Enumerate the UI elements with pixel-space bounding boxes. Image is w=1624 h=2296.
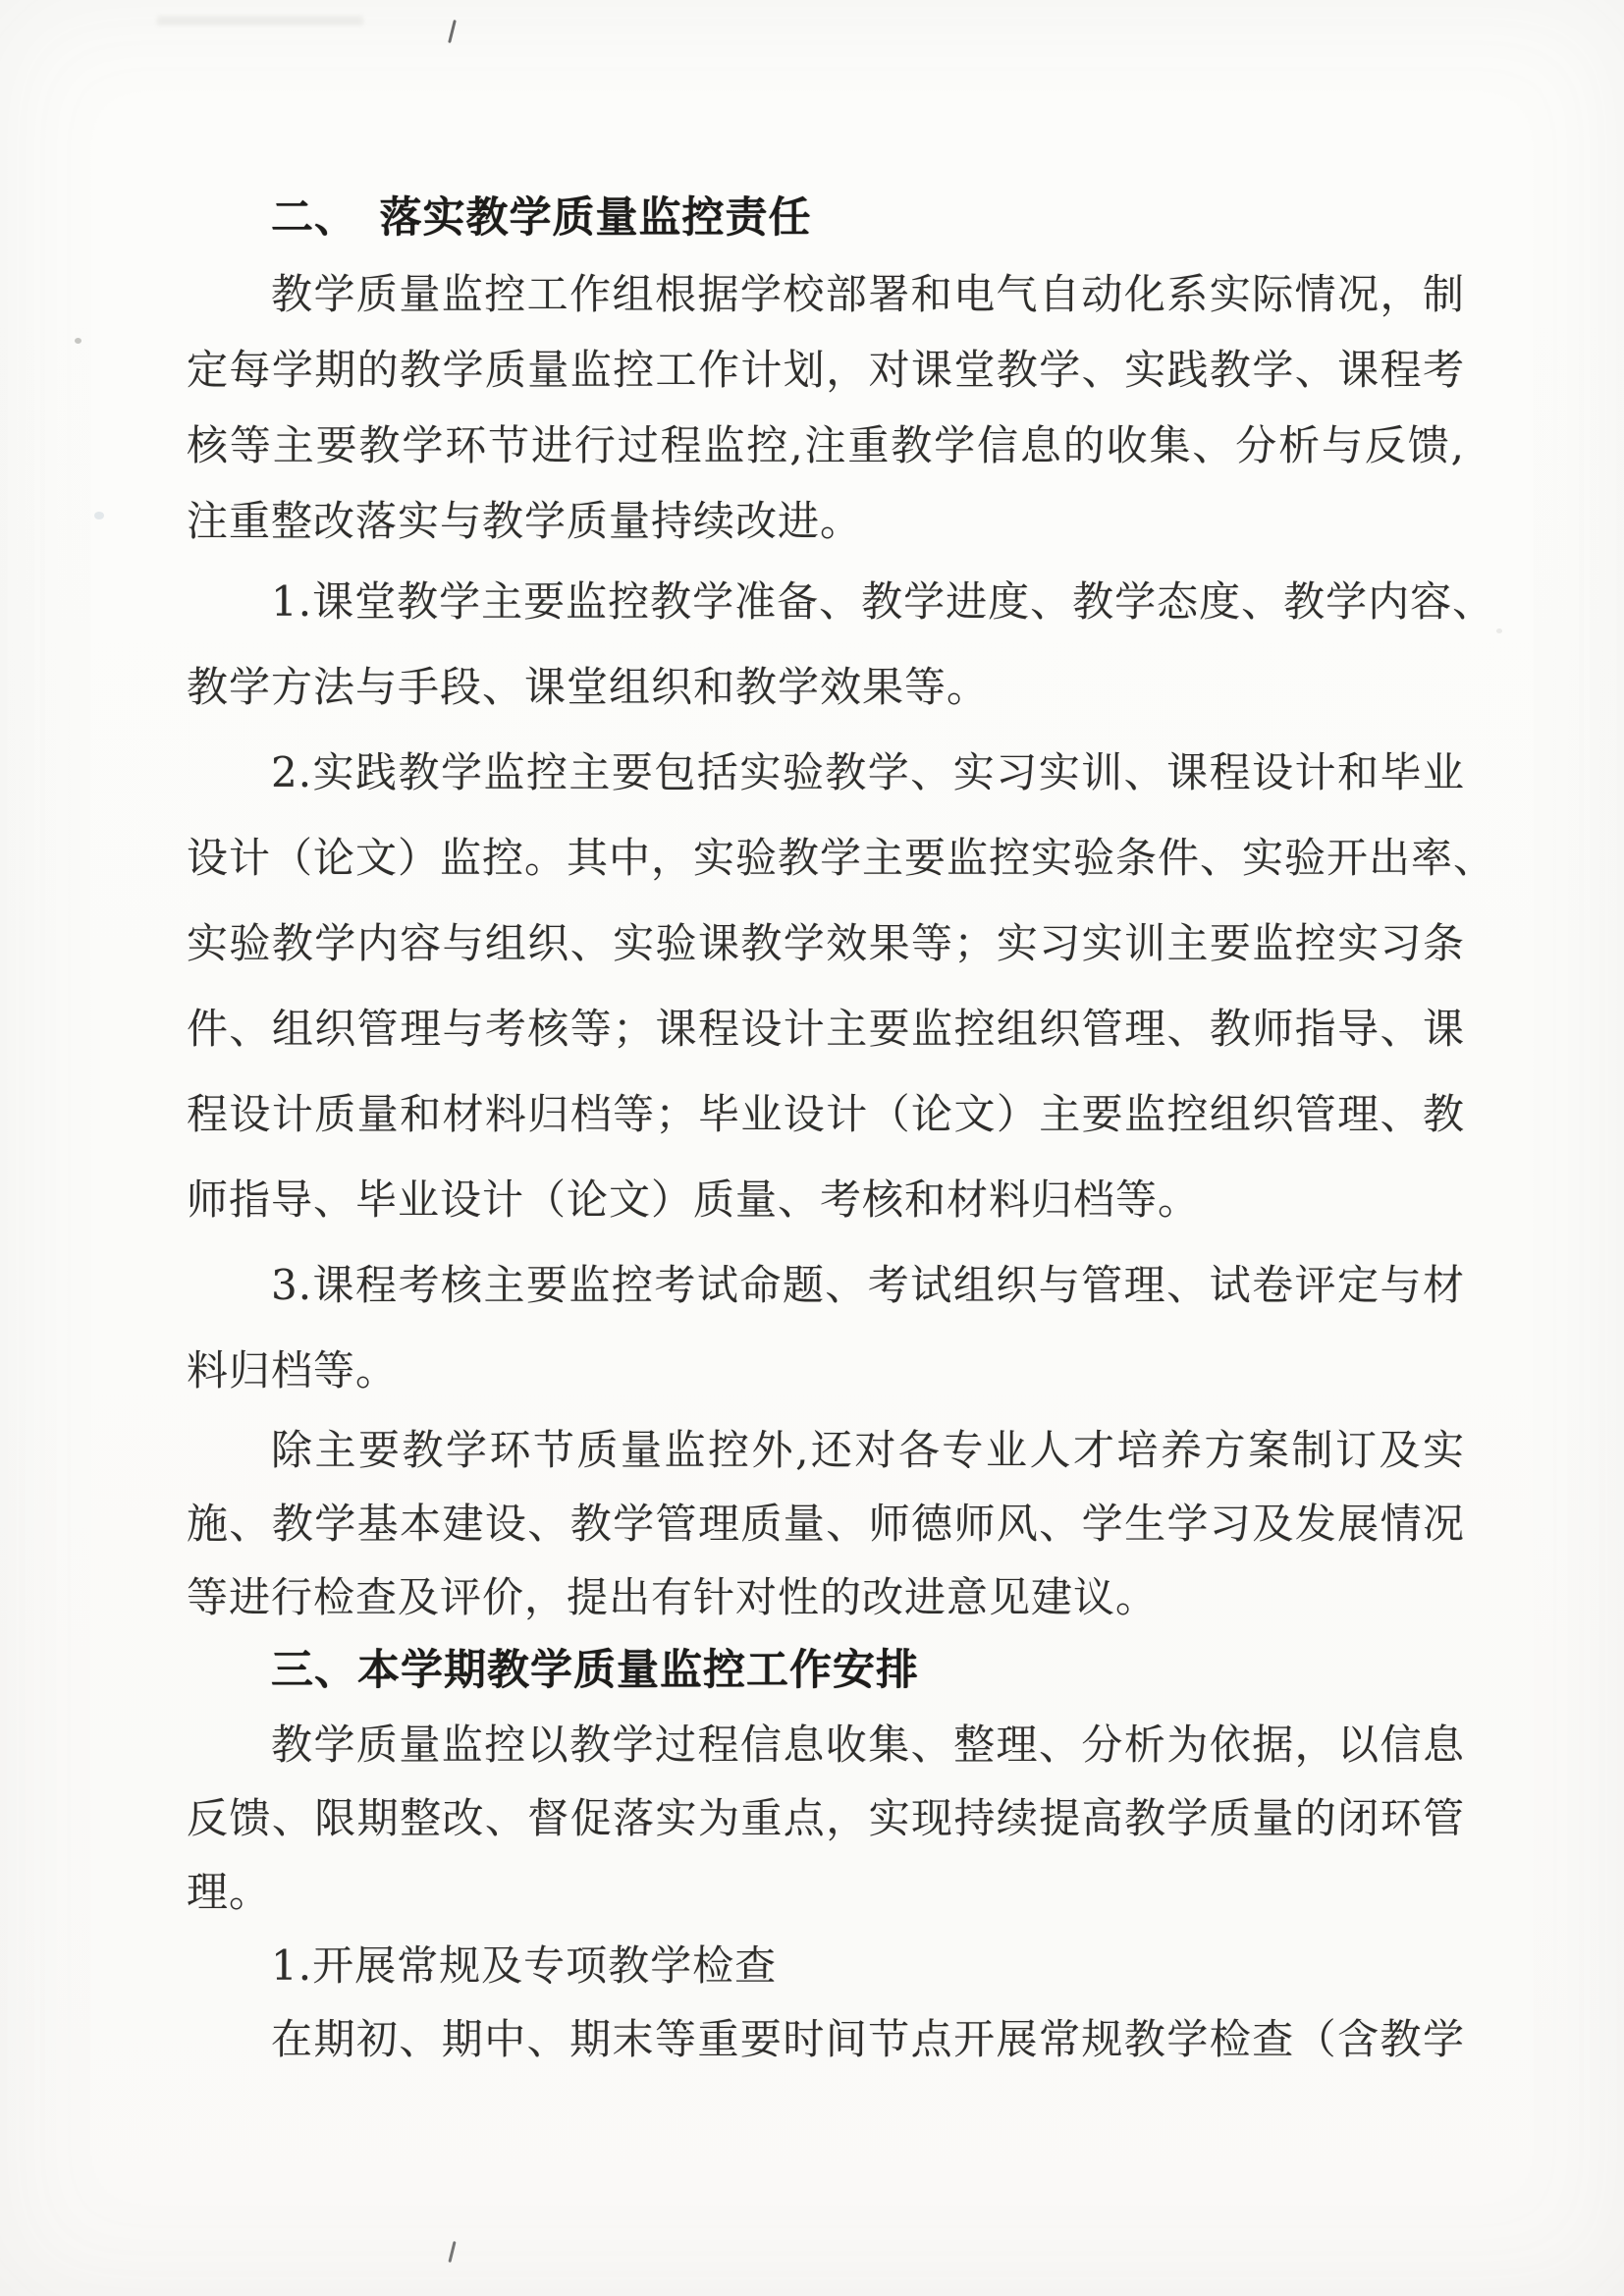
list-item-3-line: 料归档等。 [187, 1346, 399, 1394]
list-item-1-line: 1.课堂教学主要监控教学准备、教学进度、教学态度、教学内容、 [271, 577, 1495, 626]
paragraph-line: 理。 [187, 1868, 272, 1916]
paragraph-line: 等进行检查及评价，提出有针对性的改进意见建议。 [187, 1573, 1159, 1621]
scan-smudge [157, 16, 363, 26]
list-item-2-line: 设计（论文）监控。其中，实验教学主要监控实验条件、实验开出率、 [187, 834, 1496, 882]
scan-speck [94, 512, 104, 519]
paragraph-line: 除主要教学环节质量监控外,还对各专业人才培养方案制订及实 [271, 1426, 1465, 1474]
subsection-heading-1: 1.开展常规及专项教学检查 [271, 1941, 778, 1990]
list-item-2-line: 件、组织管理与考核等；课程设计主要监控组织管理、教师指导、课 [187, 1005, 1465, 1053]
paragraph-line: 在期初、期中、期末等重要时间节点开展常规教学检查（含教学 [271, 2015, 1465, 2063]
list-item-3-line: 3.课程考核主要监控考试命题、考试组织与管理、试卷评定与材 [271, 1261, 1465, 1309]
pen-tick-mark-bottom [448, 2241, 456, 2263]
paragraph-line: 注重整改落实与教学质量持续改进。 [187, 497, 863, 545]
paragraph-line: 教学质量监控工作组根据学校部署和电气自动化系实际情况，制 [271, 270, 1465, 318]
paragraph-line: 反馈、限期整改、督促落实为重点，实现持续提高教学质量的闭环管 [187, 1794, 1465, 1842]
section-heading-2: 二、 落实教学质量监控责任 [271, 193, 812, 243]
section-heading-3: 三、本学期教学质量监控工作安排 [271, 1646, 919, 1695]
document-text-block [187, 181, 1496, 2076]
list-item-2-line: 师指导、毕业设计（论文）质量、考核和材料归档等。 [187, 1175, 1201, 1224]
paragraph-line: 教学质量监控以教学过程信息收集、整理、分析为依据，以信息 [271, 1721, 1465, 1769]
paragraph-line: 核等主要教学环节进行过程监控,注重教学信息的收集、分析与反馈, [187, 421, 1465, 469]
paragraph-line: 定每学期的教学质量监控工作计划，对课堂教学、实践教学、课程考 [187, 346, 1465, 394]
scan-speck [75, 338, 81, 344]
paragraph-line: 施、教学基本建设、教学管理质量、师德师风、学生学习及发展情况 [187, 1500, 1465, 1548]
pen-tick-mark-top [448, 20, 457, 43]
list-item-1-line: 教学方法与手段、课堂组织和教学效果等。 [187, 663, 990, 711]
list-item-2-line: 实验教学内容与组织、实验课教学效果等；实习实训主要监控实习条 [187, 919, 1465, 967]
scan-speck [1496, 629, 1502, 633]
list-item-2-line: 程设计质量和材料归档等；毕业设计（论文）主要监控组织管理、教 [187, 1090, 1465, 1138]
list-item-2-line: 2.实践教学监控主要包括实验教学、实习实训、课程设计和毕业 [271, 748, 1465, 796]
